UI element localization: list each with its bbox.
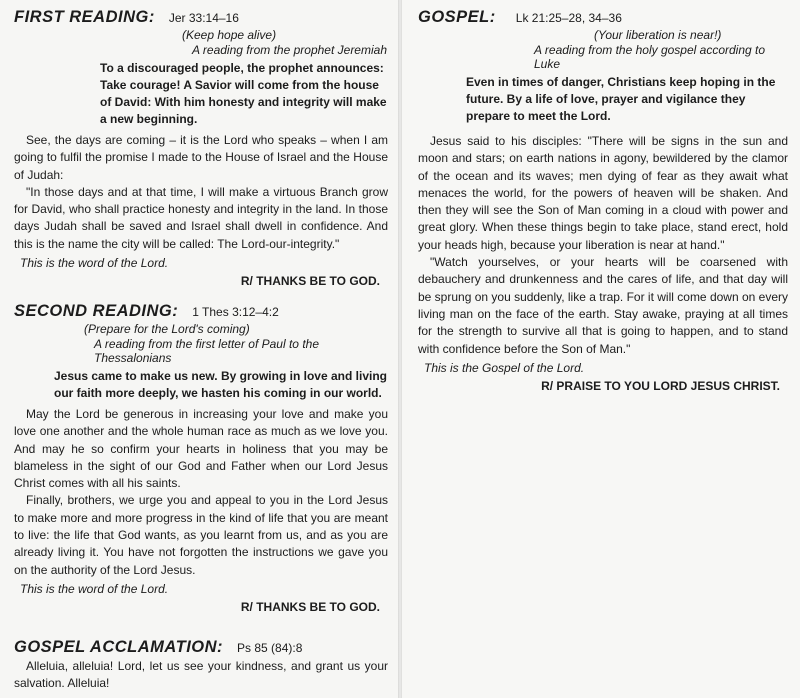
first-reading-response: R/ THANKS BE TO GOD. bbox=[240, 274, 380, 289]
gospel-acclamation-title: GOSPEL ACCLAMATION: bbox=[14, 638, 224, 656]
gospel-paragraph: Jesus said to his disciples: "There will be signs in the sun and moon and stars; on earth nations in agony, bewildered by the clamor of the ocean and its waves; men dying of fear as they await what menaces the world, for the powers of heaven will be shaken. And then they will see the Son of Man coming in a cloud with power and great glory. When these things begin to take place, stand erect, hold your heads high, because your liberation is near at hand." bbox=[418, 134, 788, 252]
first-reading-summary: To a discouraged people, the prophet announces: Take courage! A Savior will come from the house of David: With him honesty and integrity will make a new beginning. bbox=[100, 61, 387, 126]
second-reading-summary: Jesus came to make us new. By growing in love and living our faith more deeply, we hasten his coming in our world. bbox=[54, 369, 387, 400]
second-reading-ref: 1 Thes 3:12–4:2 bbox=[192, 305, 279, 319]
second-reading-title: SECOND READING: bbox=[14, 302, 179, 320]
first-reading-paragraph: "In those days and at that time, I will make a virtuous Branch grow for David, who shall practice honesty and integrity in the land. In those days Judah shall be saved and Israel shall dwell in confidence. And this is the name the city will be called: The Lord-our-integrity." bbox=[14, 184, 388, 251]
second-reading-paragraph: Finally, brothers, we urge you and appeal to you in the Lord Jesus to make more and more progress in the kind of life that you are meant to live: the life that God wants, as you learnt from us, and as you are already living it. You have not forgotten the instructions we gave you on the authority of the Lord Jesus. bbox=[14, 493, 388, 577]
right-page bbox=[402, 0, 800, 698]
second-reading-heading bbox=[14, 302, 388, 321]
first-reading-intro: A reading from the prophet Jeremiah bbox=[192, 43, 387, 57]
second-reading-theme: (Prepare for the Lord's coming) bbox=[84, 322, 250, 336]
second-reading-response: R/ THANKS BE TO GOD. bbox=[240, 599, 380, 614]
first-reading-ref: Jer 33:14–16 bbox=[168, 11, 239, 25]
gospel-acclamation-heading bbox=[14, 638, 388, 657]
left-page bbox=[0, 0, 398, 698]
first-reading-paragraph: See, the days are coming – it is the Lord who speaks – when I am going to fulfil the promise I made to the House of Israel and the House of Judah: bbox=[14, 133, 388, 182]
first-reading-section bbox=[14, 8, 388, 288]
first-reading-closing: This is the word of the Lord. bbox=[20, 256, 169, 271]
gospel-theme: (Your liberation is near!) bbox=[594, 28, 722, 42]
gospel-closing: This is the Gospel of the Lord. bbox=[424, 360, 585, 375]
second-reading-closing: This is the word of the Lord. bbox=[20, 581, 169, 596]
gospel-heading bbox=[418, 8, 788, 27]
gospel-intro: A reading from the holy gospel according to Luke bbox=[534, 43, 766, 71]
gospel-acclamation-section bbox=[14, 638, 388, 693]
first-reading-heading bbox=[14, 8, 388, 27]
second-reading-paragraph: May the Lord be generous in increasing your love and make you love one another and the whole human race as much as we love you. And may he so confirm your hearts in holiness that you may be blameless in the sight of our God and Father when our Lord Jesus Christ comes with all his saints. bbox=[14, 407, 388, 491]
second-reading-intro: A reading from the first letter of Paul to the Thessalonians bbox=[94, 337, 319, 365]
gospel-acclamation-text: Alleluia, alleluia! Lord, let us see your kindness, and grant us your salvation. Alleluia! bbox=[14, 659, 388, 691]
second-reading-section bbox=[14, 302, 388, 614]
gospel-title: GOSPEL: bbox=[418, 8, 496, 26]
gospel-section bbox=[418, 8, 788, 393]
gospel-summary: Even in times of danger, Christians keep hoping in the future. By a life of love, prayer and vigilance they prepare to meet the Lord. bbox=[466, 75, 776, 123]
first-reading-title: FIRST READING: bbox=[14, 8, 155, 26]
gospel-acclamation-ref: Ps 85 (84):8 bbox=[237, 641, 303, 655]
gospel-ref: Lk 21:25–28, 34–36 bbox=[515, 11, 622, 25]
first-reading-theme: (Keep hope alive) bbox=[182, 28, 277, 42]
gospel-response: R/ PRAISE TO YOU LORD JESUS CHRIST. bbox=[541, 378, 780, 393]
gospel-paragraph: "Watch yourselves, or your hearts will be coarsened with debauchery and drunkenness and the cares of life, and that day will be sprung on you suddenly, like a trap. For it will come down on every living man on the face of the earth. Stay awake, praying at all times for the strength to survive all that is going to happen, and to stand with confidence before the Son of Man." bbox=[418, 255, 788, 356]
